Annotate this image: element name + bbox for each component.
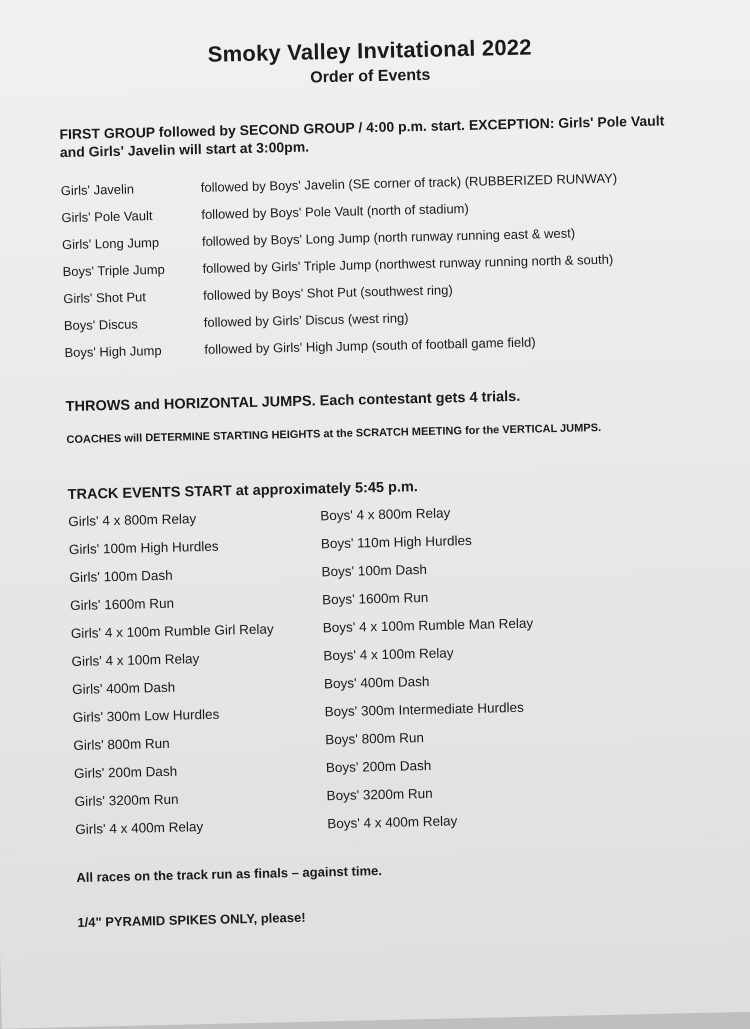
track-event-girls: Girls' 400m Dash: [71, 679, 176, 698]
spikes-note: 1/4" PYRAMID SPIKES ONLY, please!: [77, 909, 306, 930]
track-event-boys: Boys' 200m Dash: [325, 757, 432, 776]
track-event-boys: Boys' 110m High Hurdles: [320, 532, 472, 552]
track-event-boys: Boys' 4 x 800m Relay: [320, 505, 451, 524]
document-title: Smoky Valley Invitational 2022: [207, 34, 532, 67]
track-event-girls: Girls' 200m Dash: [73, 763, 178, 782]
track-event-boys: Boys' 300m Intermediate Hurdles: [324, 699, 524, 720]
start-time-notice: FIRST GROUP followed by SECOND GROUP / 4:00 p.m. start. EXCEPTION: Girls' Pole Vault and Girls' Javelin will start at 3:00pm.: [59, 112, 665, 161]
field-event-followed-by: followed by Boys' Shot Put (southwest ring): [203, 282, 453, 303]
field-event-first: Girls' Shot Put: [63, 289, 147, 307]
track-event-boys: Boys' 800m Run: [325, 730, 425, 748]
track-event-boys: Boys' 1600m Run: [321, 589, 429, 608]
document-subtitle: Order of Events: [310, 66, 431, 87]
field-event-first: Girls' Long Jump: [61, 234, 160, 253]
track-event-boys: Boys' 4 x 100m Rumble Man Relay: [322, 615, 534, 636]
field-event-first: Boys' Discus: [63, 316, 139, 334]
track-events-heading: TRACK EVENTS START at approximately 5:45 p.m.: [67, 479, 419, 504]
field-event-first: Boys' Triple Jump: [62, 261, 165, 280]
track-event-girls: Girls' 100m Dash: [69, 567, 173, 586]
field-event-first: Boys' High Jump: [64, 342, 162, 361]
finals-note: All races on the track run as finals – against time.: [76, 863, 383, 885]
field-event-followed-by: followed by Boys' Long Jump (north runway running east & west): [201, 225, 576, 249]
coaches-note: COACHES will DETERMINE STARTING HEIGHTS at the SCRATCH MEETING for the VERTICAL JUMPS.: [66, 421, 602, 447]
track-event-boys: Boys' 3200m Run: [326, 785, 433, 804]
field-event-first: Girls' Pole Vault: [61, 208, 153, 226]
track-event-girls: Girls' 4 x 100m Relay: [71, 651, 200, 670]
track-event-girls: Girls' 4 x 800m Relay: [68, 511, 197, 530]
throws-note: THROWS and HORIZONTAL JUMPS. Each contestant gets 4 trials.: [65, 388, 521, 416]
track-event-girls: Girls' 4 x 400m Relay: [75, 819, 204, 837]
track-event-girls: Girls' 300m Low Hurdles: [72, 706, 220, 726]
track-event-boys: Boys' 400m Dash: [323, 673, 430, 692]
track-event-girls: Girls' 4 x 100m Rumble Girl Relay: [70, 621, 274, 642]
track-event-girls: Girls' 800m Run: [73, 735, 170, 754]
field-event-followed-by: followed by Girls' High Jump (south of football game field): [204, 334, 536, 357]
track-event-boys: Boys' 4 x 400m Relay: [327, 813, 458, 832]
track-event-boys: Boys' 4 x 100m Relay: [323, 645, 454, 664]
field-event-followed-by: followed by Girls' Triple Jump (northwest runway running north & south): [202, 251, 614, 276]
track-event-girls: Girls' 100m High Hurdles: [68, 538, 219, 558]
field-event-first: Girls' Javelin: [60, 181, 135, 199]
track-event-boys: Boys' 100m Dash: [321, 561, 428, 580]
field-event-followed-by: followed by Girls' Discus (west ring): [203, 310, 409, 330]
track-event-girls: Girls' 1600m Run: [70, 595, 175, 614]
track-event-girls: Girls' 3200m Run: [74, 791, 179, 810]
field-event-followed-by: followed by Boys' Javelin (SE corner of track) (RUBBERIZED RUNWAY): [200, 170, 618, 195]
field-event-followed-by: followed by Boys' Pole Vault (north of stadium): [201, 200, 469, 222]
